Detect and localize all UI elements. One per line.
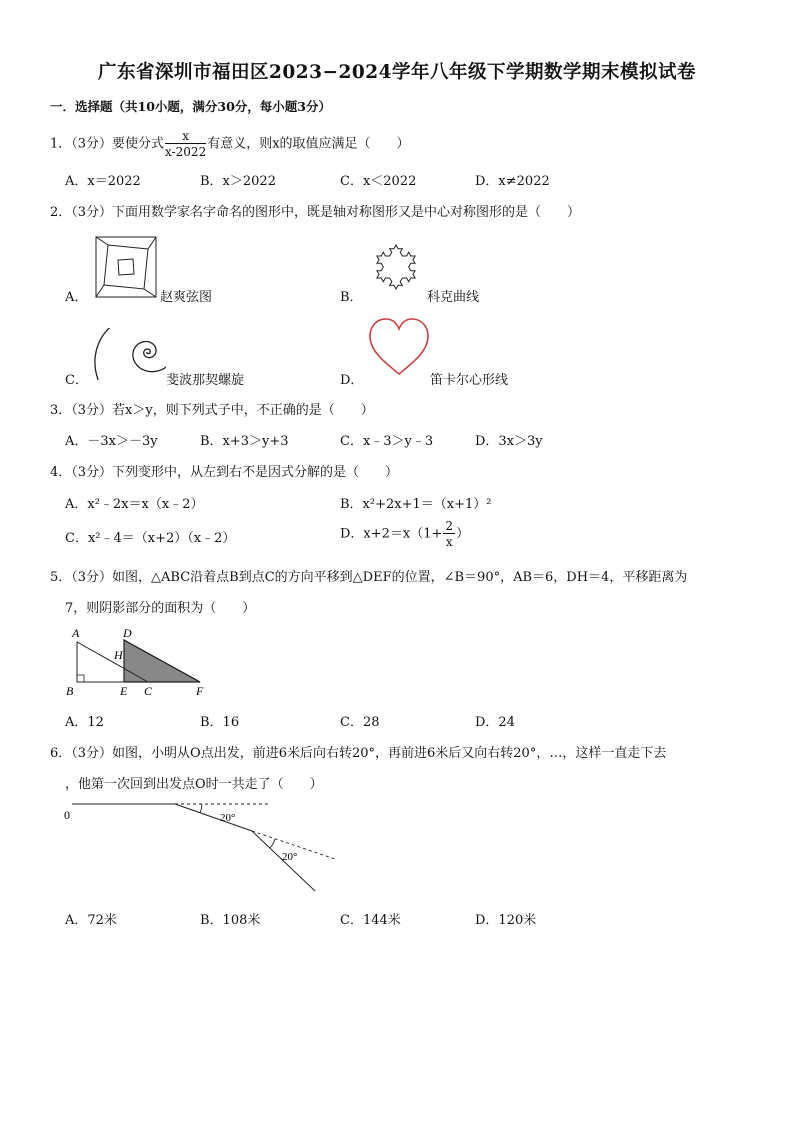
angle-label-1: 20° [220, 812, 236, 824]
q1-suffix: 有意义，则x的取值应满足（ ） [207, 136, 410, 152]
question-5-stem-line1: 5．（3分）如图，△ABC沿着点B到点C的方向平移到△DEF的位置，∠B＝90°，AB＝6，DH＝4，平移距离为 [50, 570, 688, 585]
q4-option-b: B．x²+2x+1＝（x+1）² [340, 497, 492, 512]
koch-curve [365, 232, 427, 298]
walking-path-figure [60, 795, 340, 895]
q3-option-c: C．x﹣3＞y﹣3 [340, 434, 434, 449]
q2-option-c-letter: C． [65, 373, 88, 388]
q3-option-a: A．－3x＞－3y [65, 434, 158, 449]
q6-option-a: A．72米 [65, 913, 117, 928]
label-h: H [114, 648, 123, 662]
q4-d-fraction [443, 520, 455, 548]
q5-option-a: A．12 [65, 715, 104, 730]
q4-option-d [340, 520, 469, 548]
q1-option-b: B．x＞2022 [200, 174, 276, 189]
translation-triangles-figure [60, 622, 220, 700]
cardioid-heart [367, 316, 431, 378]
q4-d-fraction-num: 2 [445, 519, 454, 533]
q4-d-prefix: D．x+2＝x（1+ [340, 526, 443, 542]
q1-option-a: A．x＝2022 [65, 174, 141, 189]
question-4-stem: 4．（3分）下列变形中，从左到右不是因式分解的是（ ） [50, 465, 399, 480]
q1-option-c: C．x＜2022 [340, 174, 417, 189]
origin-label: 0 [64, 808, 70, 822]
label-d: D [123, 626, 132, 640]
q2-caption-a: 赵爽弦图 [160, 290, 213, 305]
q2-option-d-letter: D． [340, 373, 364, 388]
fibonacci-spiral [90, 328, 166, 380]
q1-fraction [165, 130, 206, 158]
label-b: B [66, 684, 74, 698]
q6-option-c: C．144米 [340, 913, 401, 928]
label-a: A [72, 626, 80, 640]
q3-option-b: B．x+3＞y+3 [200, 434, 289, 449]
question-3-stem: 3．（3分）若x＞y，则下列式子中，不正确的是（ ） [50, 403, 374, 418]
label-f: F [196, 684, 204, 698]
question-1-stem [50, 130, 410, 158]
q4-d-suffix: ） [456, 526, 470, 542]
section-heading: 一．选择题（共10小题，满分30分，每小题3分） [50, 99, 331, 114]
q2-option-a-letter: A． [65, 290, 88, 305]
q1-prefix: 1．（3分）要使分式 [50, 136, 165, 152]
q2-caption-b: 科克曲线 [427, 290, 480, 305]
q2-caption-c: 斐波那契螺旋 [166, 373, 245, 388]
page-title: 广东省深圳市福田区2023−2024学年八年级下学期数学期末模拟试卷 [98, 62, 696, 83]
question-2-stem: 2．（3分）下面用数学家名字命名的图形中，既是轴对称图形又是中心对称图形的是（ ） [50, 205, 581, 220]
question-6-stem-line2: ，他第一次回到出发点O时一共走了（ ） [65, 777, 323, 792]
q5-option-b: B．16 [200, 715, 240, 730]
q3-option-d: D．3x＞3y [475, 434, 543, 449]
label-e: E [120, 684, 128, 698]
q1-fraction-den: x-2022 [165, 145, 207, 159]
q4-d-fraction-den: x [445, 535, 453, 549]
q2-option-b-letter: B． [340, 290, 363, 305]
q5-option-c: C．28 [340, 715, 380, 730]
question-5-stem-line2: 7，则阴影部分的面积为（ ） [65, 601, 256, 616]
q5-option-d: D．24 [475, 715, 515, 730]
q1-option-d: D．x≠2022 [475, 174, 550, 189]
q1-fraction-num: x [165, 130, 206, 144]
question-6-stem-line1: 6．（3分）如图，小明从O点出发，前进6米后向右转20°，再前进6米后又向右转20°，…，这样一直走下去 [50, 746, 667, 761]
zhaoshuang-diagram [95, 236, 157, 298]
label-c: C [144, 684, 153, 698]
q4-option-c: C．x²﹣4＝（x+2）（x﹣2） [65, 531, 236, 546]
q6-option-d: D．120米 [475, 913, 537, 928]
angle-label-2: 20° [282, 851, 298, 863]
q4-option-a: A．x²﹣2x＝x（x﹣2） [65, 497, 204, 512]
q2-caption-d: 笛卡尔心形线 [430, 373, 509, 388]
q6-option-b: B．108米 [200, 913, 261, 928]
